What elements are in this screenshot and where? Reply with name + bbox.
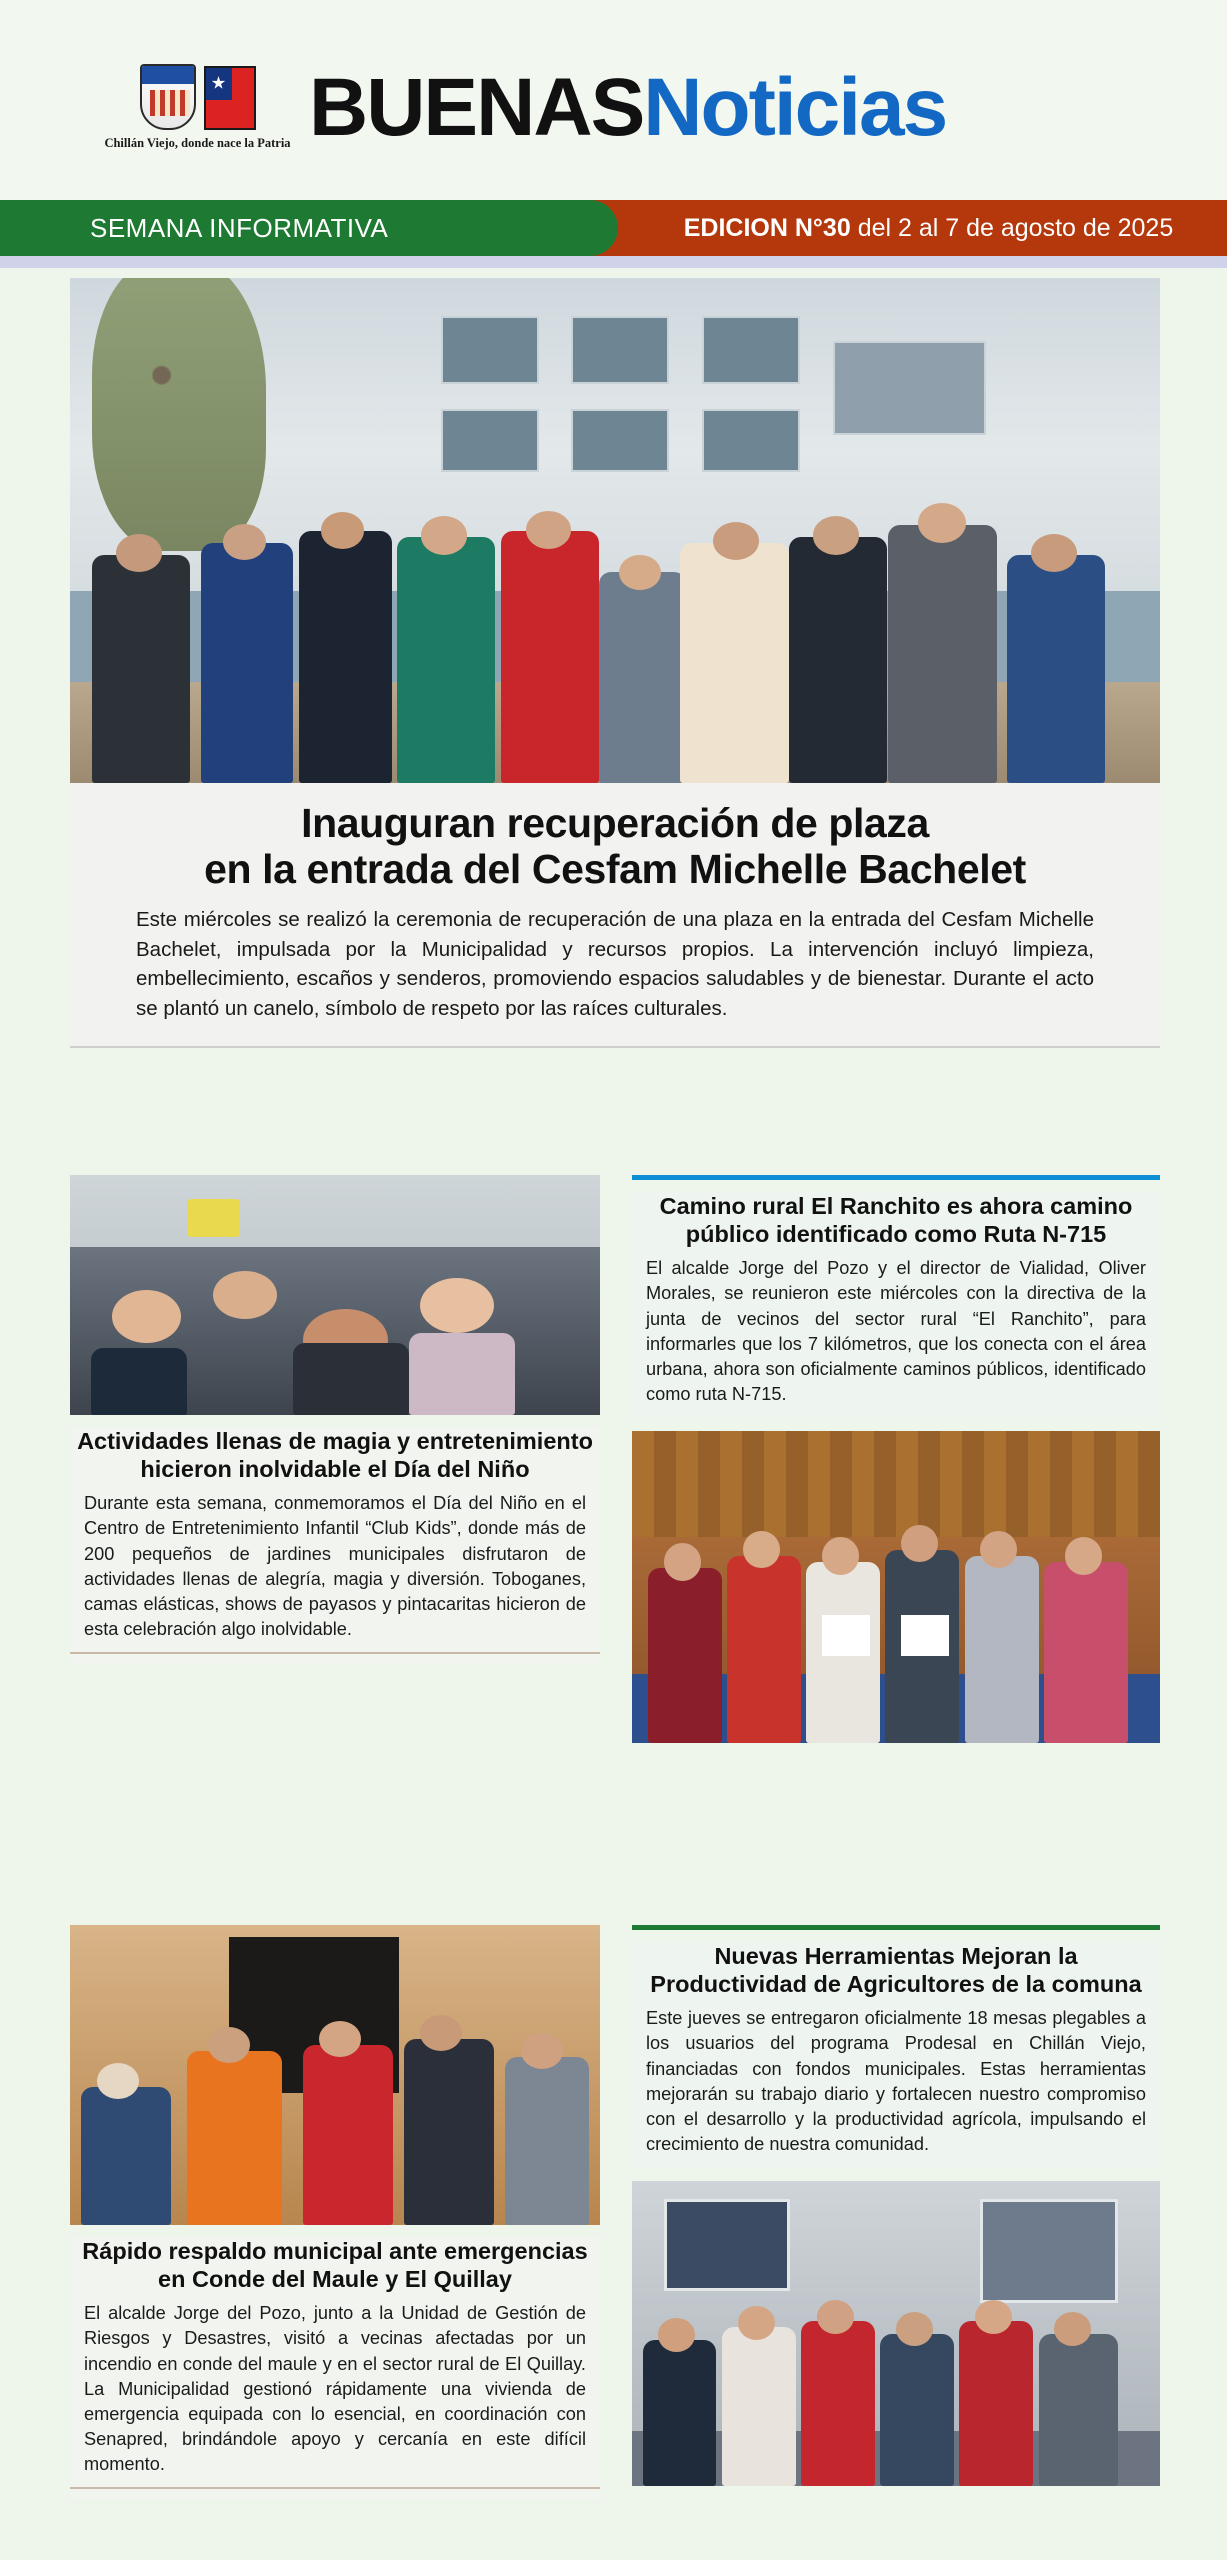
ribbon-underline (0, 256, 1227, 268)
lead-article-title (70, 783, 1160, 899)
article-dia-del-nino (70, 1175, 600, 1664)
divider (70, 2487, 600, 2489)
lead-article-body: Este miércoles se realizó la ceremonia de recuperación de una plaza en la entrada del Cesfam Michelle Bachelet, impulsada por la Municipalidad y recursos propios. La intervención incluyó limpieza, embellecimiento, escaños y senderos, promoviendo espacios saludables y de bienestar. Durante el acto se plantó un canelo, símbolo de respeto por las raíces culturales. (136, 907, 1094, 1020)
article-camino-accent-rule (632, 1175, 1160, 1180)
title-line-1: Camino rural El Ranchito es ahora camino (659, 1193, 1133, 1219)
crest-row (140, 64, 256, 130)
ribbon-section-label: SEMANA INFORMATIVA (0, 200, 590, 256)
article-camino-body: El alcalde Jorge del Pozo y el director de Vialidad, Oliver Morales, se reunieron este miércoles con la directiva de la junta de vecinos del sector rural “El Ranchito”, para informarles que los 7 kilómetros, que los conecta con el área urbana, ahora son oficialmente caminos públicos, identificado como ruta N-715. (646, 1258, 1146, 1404)
title-line-2: en Conde del Maule y El Quillay (158, 2266, 512, 2293)
ribbon-issue-info (590, 200, 1227, 256)
article-emergencias (70, 1925, 600, 2499)
article-camino-title (638, 1192, 1154, 1248)
crest-caption: Chillán Viejo, donde nace la Patria (104, 136, 291, 150)
article-camino-card (632, 1192, 1160, 1417)
article-emergencias-title (76, 2237, 594, 2293)
masthead (0, 0, 1227, 215)
divider (70, 1652, 600, 1654)
lead-title-line-2: en la entrada del Cesfam Michelle Bachelet (204, 845, 1026, 892)
logo-word-noticias: Noticias (643, 61, 947, 153)
title-line-2: público identificado como Ruta N-715 (685, 1221, 1107, 1248)
article-emergencias-photo (70, 1925, 600, 2225)
article-herramientas-body: Este jueves se entregaron oficialmente 18 mesas plegables a los usuarios del programa Prodesal en Chillán Viejo, financiadas con fondos municipales. Estas herramientas mejorarán su trabajo diario y fortalecen nuestro compromiso con el desarrollo y la productividad agrícola, impulsando el crecimiento de nuestra comunidad. (646, 2008, 1146, 2154)
article-emergencias-card (70, 2237, 600, 2499)
title-line-2: Productividad de Agricultores de la comuna (650, 1971, 1142, 1998)
article-dia-del-nino-body: Durante esta semana, conmemoramos el Día del Niño en el Centro de Entretenimiento Infantil “Club Kids”, donde más de 200 pequeños de jardines municipales disfrutaron de actividades llenas de alegría, magia y diversión. Toboganes, camas elásticas, shows de payasos y pintacaritas hicieron de esta celebración algo inolvidable. (84, 1493, 586, 1639)
article-emergencias-body: El alcalde Jorge del Pozo, junto a la Unidad de Gestión de Riesgos y Desastres, visitó a vecinas afectadas por un incendio en conde del maule y en el sector rural de El Quillay. La Municipalidad gestionó rápidamente una vivienda de emergencia equipada con lo esencial, en coordinación con Senapred, brindándole apoyo y cercanía en este difícil momento. (84, 2303, 586, 2475)
coat-of-arms-icon (140, 64, 196, 130)
article-herramientas-title (638, 1942, 1154, 1998)
article-dia-del-nino-photo (70, 1175, 600, 1415)
lead-article (70, 278, 1160, 1048)
issue-date-range: del 2 al 7 de agosto de 2025 (857, 213, 1174, 242)
lead-article-photo (70, 278, 1160, 783)
article-dia-del-nino-card (70, 1427, 600, 1664)
title-line-1: Nuevas Herramientas Mejoran la (714, 1943, 1078, 1969)
logo-word-buenas: BUENAS (309, 61, 644, 153)
issue-ribbon (0, 200, 1227, 256)
title-line-1: Rápido respaldo municipal ante emergencias (82, 2238, 588, 2264)
title-line-2: hicieron inolvidable el Día del Niño (140, 1456, 530, 1483)
article-dia-del-nino-title (76, 1427, 594, 1483)
photo-people-group (70, 490, 1160, 783)
lead-title-line-1: Inauguran recuperación de plaza (301, 800, 929, 846)
article-herramientas-photo (632, 2181, 1160, 2486)
article-camino-el-ranchito (632, 1175, 1160, 1743)
title-line-1: Actividades llenas de magia y entretenimiento (77, 1428, 593, 1454)
article-camino-photo (632, 1431, 1160, 1743)
issue-number: EDICION N°30 (683, 213, 851, 242)
article-herramientas (632, 1925, 1160, 2486)
municipal-crest (104, 64, 291, 151)
article-herramientas-accent-rule (632, 1925, 1160, 1930)
article-herramientas-card (632, 1942, 1160, 2167)
chile-flag-icon (204, 66, 256, 130)
publication-logo (309, 61, 947, 153)
